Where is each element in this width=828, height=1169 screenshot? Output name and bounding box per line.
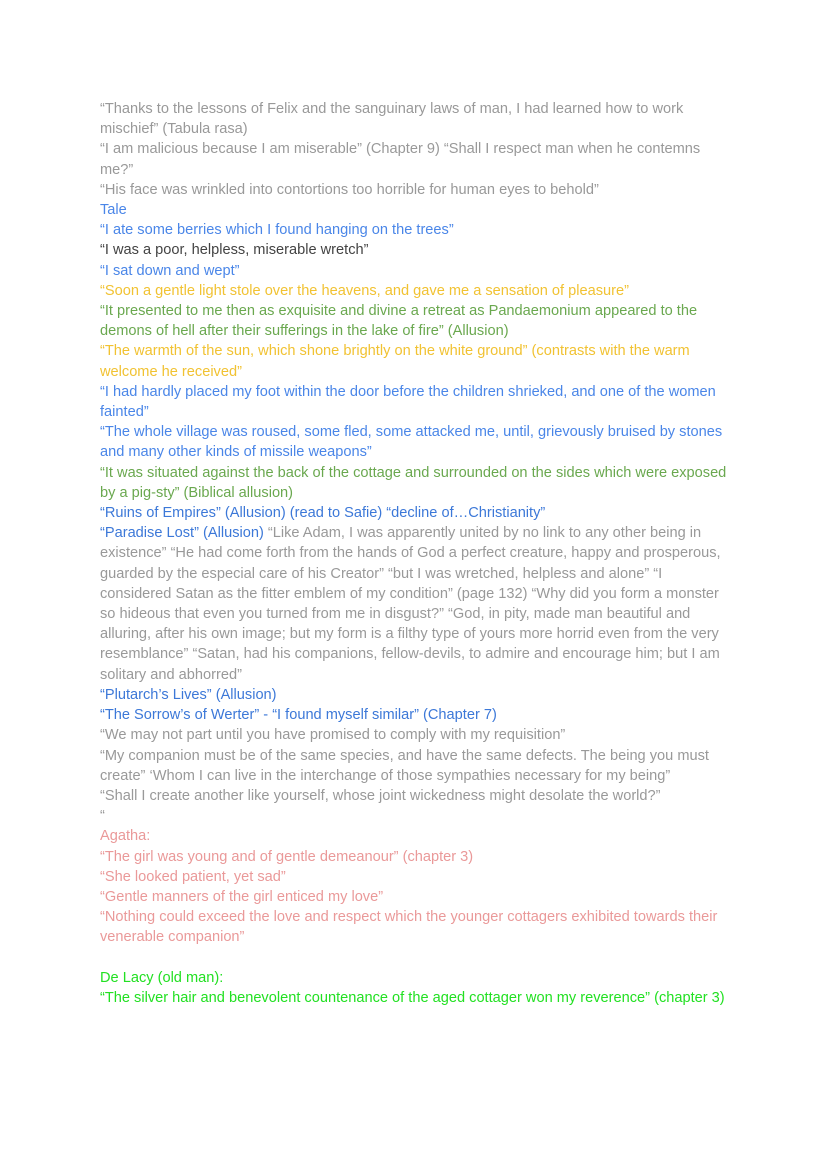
paragraph: [100, 746, 732, 786]
paragraph: [100, 200, 732, 220]
paragraph: [100, 988, 732, 1008]
blank-line: [100, 948, 732, 968]
paragraph: [100, 806, 732, 826]
text-run: “The silver hair and benevolent countenance of the aged cottager won my reverence” (chapter 3): [100, 989, 725, 1006]
paragraph: [100, 382, 732, 422]
text-run: “We may not part until you have promised to comply with my requisition”: [100, 727, 566, 744]
text-run: “I sat down and wept”: [100, 262, 240, 279]
paragraph: [100, 180, 732, 200]
paragraph: [100, 503, 732, 523]
text-run: Tale: [100, 202, 127, 219]
text-run: “Nothing could exceed the love and respect which the younger cottagers exhibited towards their venerable companion”: [100, 909, 718, 946]
paragraph: [100, 281, 732, 301]
text-run: “Shall I create another like yourself, whose joint wickedness might desolate the world?”: [100, 787, 661, 804]
text-run: “Paradise Lost” (Allusion): [100, 525, 268, 542]
paragraph: [100, 463, 732, 503]
text-run: “Thanks to the lessons of Felix and the sanguinary laws of man, I had learned how to work mischief” (Tabula rasa): [100, 101, 684, 138]
paragraph: [100, 240, 732, 260]
text-run: “The warmth of the sun, which shone brightly on the white ground” (contrasts with the warm welcome he received”: [100, 343, 690, 380]
paragraph: [100, 786, 732, 806]
text-run: “Plutarch’s Lives” (Allusion): [100, 686, 277, 703]
paragraph: [100, 887, 732, 907]
text-run: “The whole village was roused, some fled, some attacked me, until, grievously bruised by stones and many other kinds of missile weapons”: [100, 424, 723, 461]
text-run: “My companion must be of the same species, and have the same defects. The being you must create” ‘Whom I can live in the interchange of those sympathies necessary for my being”: [100, 747, 709, 784]
text-run: “The Sorrow’s of Werter” - “I found myself similar” (Chapter 7): [100, 707, 497, 724]
text-run: “His face was wrinkled into contortions too horrible for human eyes to behold”: [100, 181, 599, 198]
text-run: “I was a poor, helpless, miserable wretch”: [100, 242, 369, 259]
paragraph: [100, 523, 732, 685]
text-run: “It presented to me then as exquisite and divine a retreat as Pandaemonium appeared to the demons of hell after their sufferings in the lake of fire” (Allusion): [100, 303, 698, 340]
paragraph: [100, 301, 732, 341]
text-run: “Gentle manners of the girl enticed my love”: [100, 888, 384, 905]
paragraph: [100, 968, 732, 988]
text-run: Agatha:: [100, 828, 151, 845]
text-run: “Soon a gentle light stole over the heavens, and gave me a sensation of pleasure”: [100, 282, 629, 299]
text-run: “Ruins of Empires” (Allusion) (read to Safie) “decline of…Christianity”: [100, 505, 546, 522]
text-run: “Like Adam, I was apparently united by no link to any other being in existence” “He had come forth from the hands of God a perfect creature, happy and prosperous, guarded by the especial care of his Creator” “but I was wretched, helpless and alone” “I considered Satan as the fitter emblem of my condition” (page 132) “Why did you form a monster so hideous that even you turned from me in disgust?” “God, in pity, made man beautiful and alluring, after his own image; but my form is a filthy type of yours more horrid even from the very resemblance” “Satan, had his companions, fellow-devils, to admire and encourage him; but I am solitary and abhorred”: [100, 525, 721, 683]
text-run: “She looked patient, yet sad”: [100, 868, 286, 885]
paragraph: [100, 422, 732, 462]
paragraph: [100, 907, 732, 947]
text-run: “I am malicious because I am miserable” (Chapter 9) “Shall I respect man when he contemns me?”: [100, 141, 701, 178]
text-run: “I ate some berries which I found hanging on the trees”: [100, 222, 454, 239]
paragraph: [100, 139, 732, 179]
paragraph: [100, 685, 732, 705]
document-body: [100, 99, 732, 1008]
paragraph: [100, 341, 732, 381]
paragraph: [100, 867, 732, 887]
paragraph: [100, 220, 732, 240]
text-run: “It was situated against the back of the cottage and surrounded on the sides which were exposed by a pig-sty” (Biblical allusion): [100, 464, 727, 501]
text-run: “The girl was young and of gentle demeanour” (chapter 3): [100, 848, 474, 865]
paragraph: [100, 261, 732, 281]
text-run: “: [100, 808, 105, 825]
text-run: “I had hardly placed my foot within the door before the children shrieked, and one of the women fainted”: [100, 383, 716, 421]
paragraph: [100, 847, 732, 867]
paragraph: [100, 725, 732, 745]
text-run: De Lacy (old man):: [100, 969, 224, 986]
paragraph: [100, 99, 732, 139]
paragraph: [100, 826, 732, 846]
paragraph: [100, 705, 732, 725]
